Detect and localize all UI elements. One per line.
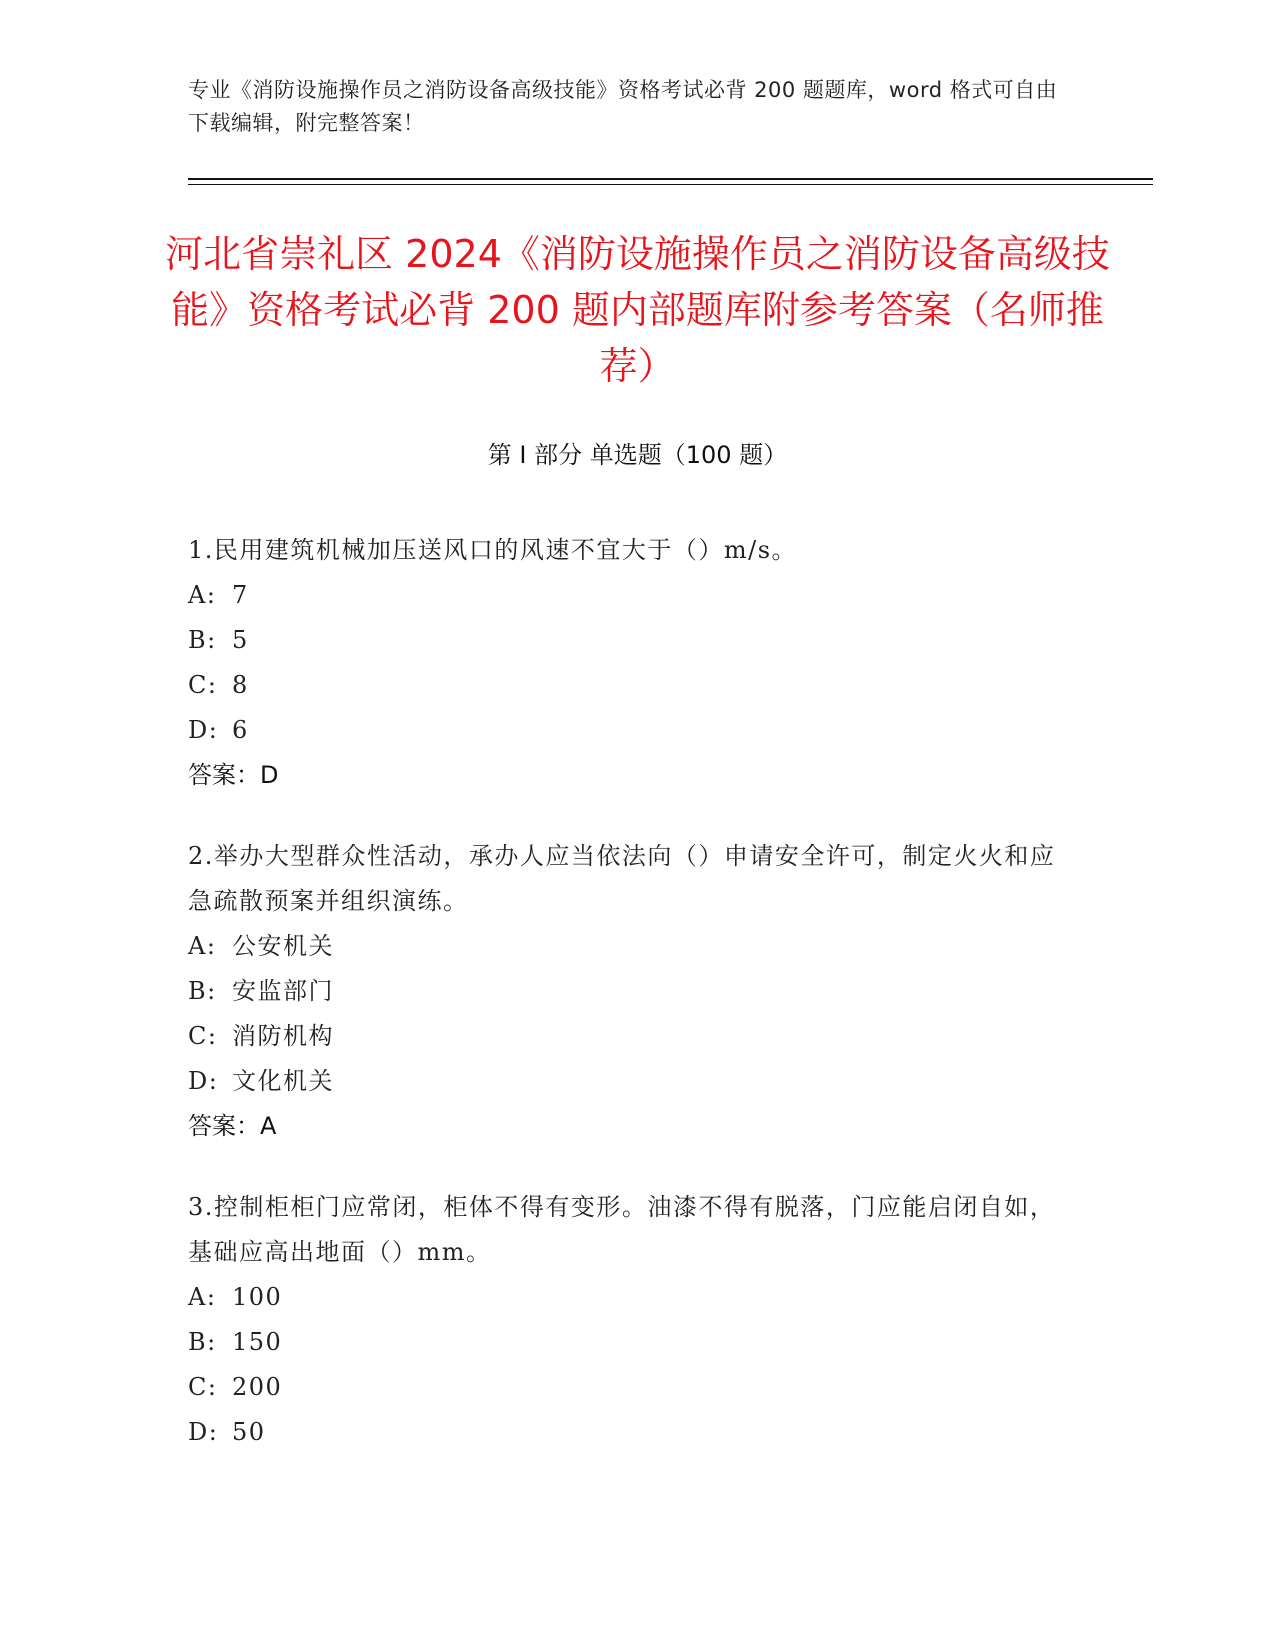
option-b <box>188 1320 1058 1365</box>
answer-value: D <box>260 761 279 789</box>
option-key: C: <box>188 671 218 699</box>
option-c <box>188 663 1058 708</box>
option-c <box>188 1365 1058 1410</box>
option-key: C: <box>188 1022 218 1050</box>
header-rule-thin <box>188 184 1153 185</box>
option-text: 50 <box>232 1418 266 1446</box>
question-list <box>188 528 1058 1491</box>
option-d <box>188 708 1058 753</box>
option-a <box>188 573 1058 618</box>
option-text: 6 <box>232 716 249 744</box>
header-note: 专业《消防设施操作员之消防设备高级技能》资格考试必背 200 题题库，word 格式可自由下载编辑，附完整答案！ <box>188 78 1058 135</box>
answer-value: A <box>260 1112 277 1140</box>
option-text: 150 <box>232 1328 283 1356</box>
option-a <box>188 924 1058 969</box>
option-key: C: <box>188 1373 218 1401</box>
answer-line <box>188 753 1058 798</box>
option-text: 5 <box>232 626 249 654</box>
option-text: 100 <box>232 1283 283 1311</box>
section-title: 第 I 部分 单选题（100 题） <box>487 441 788 469</box>
option-text: 消防机构 <box>232 1022 334 1050</box>
document-title: 河北省崇礼区 2024《消防设施操作员之消防设备高级技能》资格考试必背 200 题内部题库附参考答案（名师推荐） <box>165 232 1110 388</box>
question-stem: 2.举办大型群众性活动，承办人应当依法向（）申请安全许可，制定火火和应急疏散预案并组织演练。 <box>188 842 1056 915</box>
question-stem: 3.控制柜柜门应常闭，柜体不得有变形。油漆不得有脱落，门应能启闭自如，基础应高出地面（）mm。 <box>188 1193 1056 1266</box>
option-b <box>188 969 1058 1014</box>
header-rule-thick <box>188 178 1153 180</box>
option-key: D: <box>188 716 219 744</box>
option-key: D: <box>188 1418 219 1446</box>
option-key: D: <box>188 1067 219 1095</box>
option-a <box>188 1275 1058 1320</box>
option-key: B: <box>188 977 217 1005</box>
option-key: A: <box>188 581 217 609</box>
option-d <box>188 1059 1058 1104</box>
option-c <box>188 1014 1058 1059</box>
option-key: A: <box>188 932 217 960</box>
answer-label: 答案： <box>188 761 260 789</box>
option-text: 200 <box>232 1373 283 1401</box>
option-d <box>188 1410 1058 1455</box>
question-1 <box>188 528 1058 798</box>
option-key: B: <box>188 626 217 654</box>
option-text: 8 <box>232 671 249 699</box>
question-3 <box>188 1185 1058 1455</box>
option-text: 7 <box>232 581 249 609</box>
option-text: 文化机关 <box>232 1067 334 1095</box>
answer-line <box>188 1104 1058 1149</box>
question-stem: 1.民用建筑机械加压送风口的风速不宜大于（）m/s。 <box>188 536 798 564</box>
question-2 <box>188 834 1058 1149</box>
option-b <box>188 618 1058 663</box>
option-key: B: <box>188 1328 217 1356</box>
option-key: A: <box>188 1283 217 1311</box>
option-text: 公安机关 <box>232 932 334 960</box>
answer-label: 答案： <box>188 1112 260 1140</box>
option-text: 安监部门 <box>232 977 334 1005</box>
